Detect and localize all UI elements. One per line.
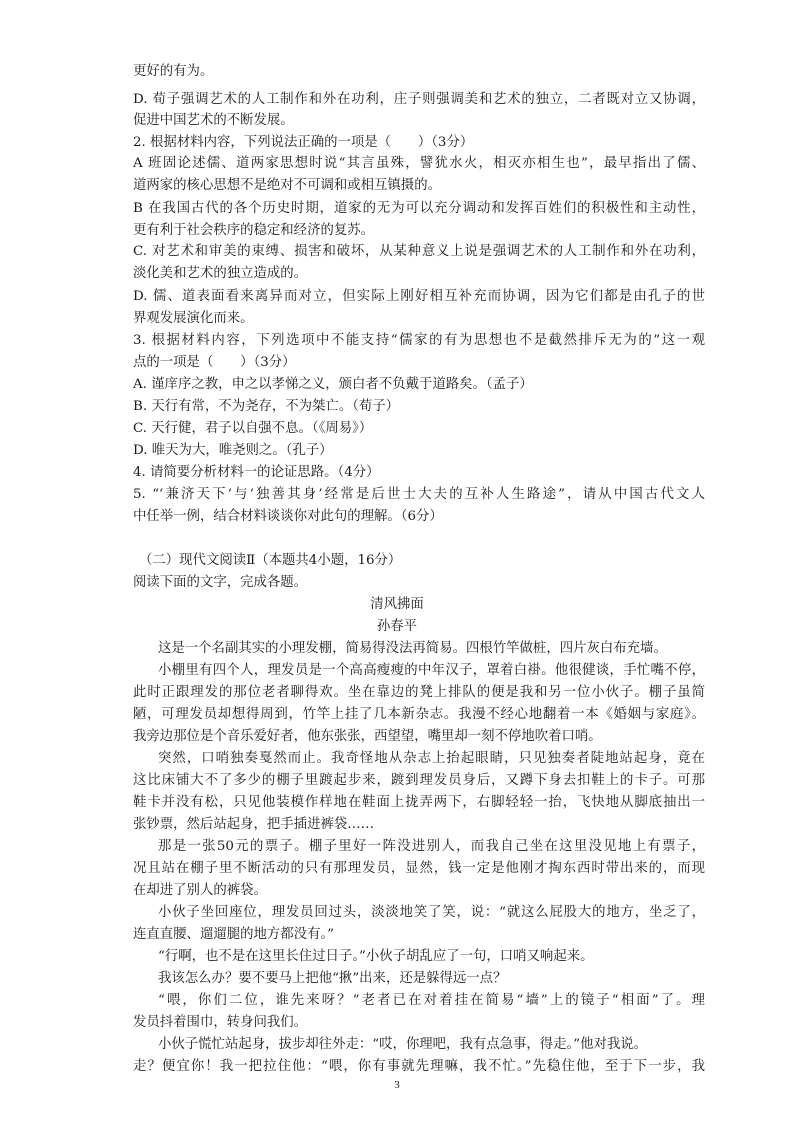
story-line: 在却进了别人的裤袋。 [133, 883, 267, 898]
instruction: 阅读下面的文字，完成各题。 [133, 575, 308, 590]
story-line: 发员抖着围巾，转身问我们。 [133, 1015, 308, 1030]
option-d: D. 唯天为大，唯尧则之。（孔子） [133, 443, 333, 458]
story-line: “行啊，也不是在这里长住过日子。”小伙子胡乱应了一句，口哨又响起来。 [158, 949, 594, 964]
story-line: 张钞票，然后站起身，把手插进裤袋…… [133, 817, 375, 832]
story-line: 这比床铺大不了多少的棚子里踱起步来，踱到理发员身后，又蹲下身去扣鞋上的卡子。可那 [133, 773, 705, 788]
option-c: C. 对艺术和审美的束缚、损害和破坏，从某种意义上说是强调艺术的人工制作和外在功利， [133, 244, 705, 259]
option-b: B. 天行有常，不为尧存，不为桀亡。（荀子） [133, 399, 400, 414]
text-line: 淡化美和艺术的独立造成的。 [133, 266, 308, 281]
text-line: 促进中国艺术的不断发展。 [133, 113, 294, 128]
page-number: 3 [394, 1079, 400, 1091]
story-line: 那是一张50元的票子。棚子里好一阵没进别人，而我自己坐在这里没见地上有票子， [158, 839, 705, 854]
text-line: 道两家的核心思想不是绝对不可调和或相互镇摄的。 [133, 178, 441, 193]
story-line: 连直直腰、遛遛腿的地方都没有。” [133, 927, 335, 942]
story-title: 清风拂面 [370, 597, 424, 612]
story-line: 我该怎么办？要不要马上把他“揪”出来，还是躲得远一点？ [158, 971, 507, 986]
text-line: 点的一项是（ ）（3分） [133, 355, 296, 370]
story-line: 小伙子坐回座位，理发员回过头，淡淡地笑了笑，说：“就这么屁股大的地方，坐乏了， [158, 905, 705, 920]
question-2: 2. 根据材料内容，下列说法正确的一项是（ ）（3分） [133, 135, 474, 150]
story-line: “喂，你们二位，谁先来呀？”老者已在对着挂在简易“墙”上的镜子“相面”了。理 [158, 993, 705, 1008]
text-line: 中任举一例，结合材料谈谈你对此句的理解。（6分） [133, 509, 443, 524]
story-line: 突然，口哨独奏戛然而止。我奇怪地从杂志上抬起眼睛，只见独奏者陡地站起身，竟在 [158, 751, 705, 766]
story-line: 这是一个名副其实的小理发棚，简易得没法再简易。四根竹竿做桩，四片灰白布充墙。 [158, 641, 667, 656]
question-3: 3. 根据材料内容，下列选项中不能支持“儒家的有为思想也不是截然排斥无为的”这一观 [133, 333, 705, 348]
question-4: 4. 请简要分析材料一的论证思路。（4分） [133, 465, 380, 480]
story-line: 此时正跟理发的那位老者聊得欢。坐在靠边的凳上排队的便是我和另一位小伙子。棚子虽简 [133, 685, 705, 700]
story-line: 我旁边那位是个音乐爱好者，他东张张，西望望，嘴里却一刻不停地吹着口哨。 [133, 729, 602, 744]
story-line: 小伙子慌忙站起身，拔步却往外走：“哎，你理吧，我有点急事，得走。”他对我说。 [158, 1037, 648, 1052]
story-line: 陋，可理发员却想得周到，竹竿上挂了几本新杂志。我漫不经心地翻着一本《婚姻与家庭》。 [133, 707, 705, 722]
text-line: 界观发展演化而来。 [133, 311, 254, 326]
story-line: 走？便宜你！我一把拉住他：“喂，你有事就先理嘛，我不忙。”先稳住他，至于下一步，我 [133, 1059, 705, 1074]
story-author: 孙春平 [376, 619, 418, 634]
story-line: 鞋卡并没有松，只见他装模作样地在鞋面上拢弄两下，右脚轻轻一抬，飞快地从脚底抽出一 [133, 795, 705, 810]
option-a: A 班固论述儒、道两家思想时说“其言虽殊，譬犹水火，相灭亦相生也”，最早指出了儒、 [133, 156, 705, 171]
option-b: B 在我国古代的各个历史时期，道家的无为可以充分调动和发挥百姓们的积极性和主动性， [133, 201, 705, 216]
section-heading: （二）现代文阅读Ⅱ（本题共4小题，16分） [139, 553, 402, 568]
option-c: C. 天行健，君子以自强不息。（《周易》） [133, 421, 373, 436]
story-line: 小棚里有四个人，理发员是一个高高瘦瘦的中年汉子，罩着白褂。他很健谈，手忙嘴不停， [158, 663, 705, 678]
text-line: 更好的有为。 [133, 64, 214, 79]
text-line: 更有利于社会秩序的稳定和经济的复苏。 [133, 223, 375, 238]
option-d: D. 儒、道表面看来离异而对立，但实际上刚好相互补充而协调，因为它们都是由孔子的世 [133, 289, 705, 304]
text-line: D. 荀子强调艺术的人工制作和外在功利，庄子则强调美和艺术的独立，二者既对立又协调， [133, 92, 705, 107]
story-line: 况且站在棚子里不断活动的只有那理发员，显然，钱一定是他刚才掏东西时带出来的，而现 [133, 861, 705, 876]
question-5: 5. “‘兼济天下’与‘独善其身’经常是后世士大夫的互补人生路途”，请从中国古代文人 [133, 487, 705, 502]
option-a: A. 谨庠序之教，申之以孝悌之义，颁白者不负戴于道路矣。（孟子） [133, 377, 533, 392]
